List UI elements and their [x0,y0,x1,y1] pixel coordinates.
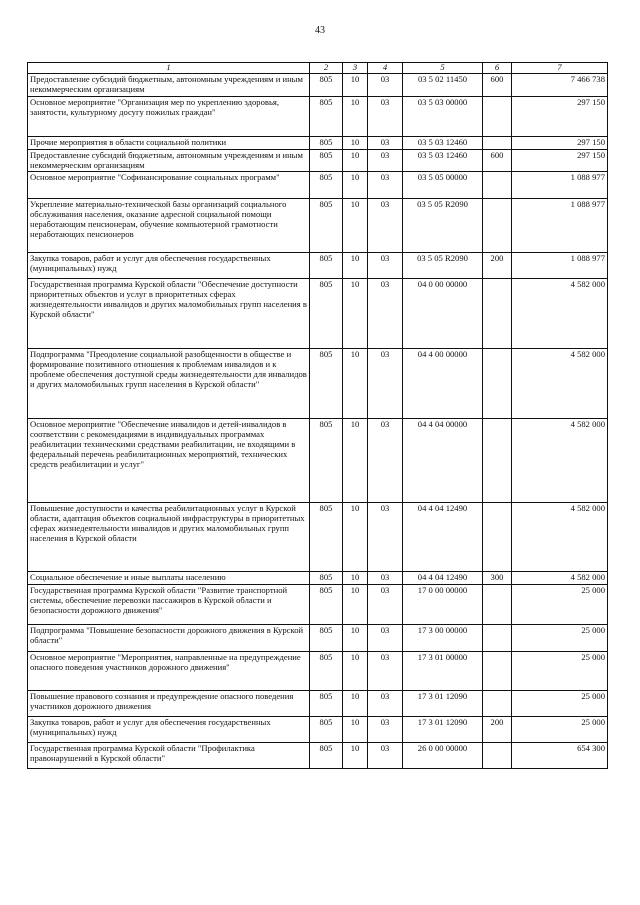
row-col3-cell: 10 [343,199,368,253]
row-col4-cell: 03 [368,572,403,585]
row-col5-cell: 04 4 04 12490 [403,572,483,585]
row-col3-cell: 10 [343,349,368,419]
row-col3-cell: 10 [343,691,368,717]
row-col5-cell: 04 4 00 00000 [403,349,483,419]
row-col3-cell: 10 [343,743,368,769]
table-row [28,349,608,419]
row-col7-cell: 1 088 977 [512,199,608,253]
column-number-row [28,63,608,74]
table-row [28,199,608,253]
row-name-cell: Предоставление субсидий бюджетным, автономным учреждениям и иным некоммерческим организациям [28,73,310,96]
row-name-cell: Закупка товаров, работ и услуг для обеспечения государственных (муниципальных) нужд [28,717,310,743]
column-header-3: 3 [343,63,368,74]
row-col4-cell: 03 [368,73,403,96]
table-row [28,149,608,172]
row-col6-cell [483,279,512,349]
row-col5-cell: 03 5 05 00000 [403,172,483,199]
table-row [28,503,608,572]
row-col3-cell: 10 [343,717,368,743]
row-col4-cell: 03 [368,279,403,349]
row-col7-cell: 4 582 000 [512,279,608,349]
row-col3-cell: 10 [343,96,368,136]
row-col7-cell: 7 466 738 [512,73,608,96]
row-name-cell: Предоставление субсидий бюджетным, автономным учреждениям и иным некоммерческим организациям [28,149,310,172]
table-row [28,717,608,743]
row-name-cell: Подпрограмма "Преодоление социальной разобщенности в обществе и формирование позитивного отношения к проблемам инвалидов и к проблеме обеспечения доступной среды жизнедеятельности для инвалидов и других маломобильных групп населения в Курской области" [28,349,310,419]
row-col2-cell: 805 [310,73,343,96]
row-name-cell: Социальное обеспечение и иные выплаты населению [28,572,310,585]
row-col7-cell: 25 000 [512,652,608,691]
row-col3-cell: 10 [343,279,368,349]
row-col4-cell: 03 [368,503,403,572]
row-col3-cell: 10 [343,572,368,585]
table-row [28,625,608,652]
row-name-cell: Прочие мероприятия в области социальной политики [28,136,310,149]
table-row [28,572,608,585]
row-col3-cell: 10 [343,503,368,572]
row-col6-cell: 600 [483,73,512,96]
row-col2-cell: 805 [310,625,343,652]
row-col2-cell: 805 [310,743,343,769]
row-col5-cell: 03 5 03 12460 [403,149,483,172]
row-col7-cell: 1 088 977 [512,172,608,199]
row-col6-cell [483,136,512,149]
row-col2-cell: 805 [310,149,343,172]
row-col7-cell: 25 000 [512,625,608,652]
row-col6-cell [483,625,512,652]
row-col2-cell: 805 [310,503,343,572]
row-col2-cell: 805 [310,253,343,279]
table-row [28,279,608,349]
row-col4-cell: 03 [368,717,403,743]
row-col6-cell: 600 [483,149,512,172]
row-col5-cell: 17 3 01 12090 [403,691,483,717]
row-col6-cell [483,691,512,717]
row-name-cell: Государственная программа Курской области "Развитие транспортной системы, обеспечение перевозки пассажиров в Курской области и безопасности дорожного движения" [28,585,310,625]
row-col2-cell: 805 [310,572,343,585]
row-col4-cell: 03 [368,172,403,199]
row-name-cell: Повышение правового сознания и предупреждение опасного поведения участников дорожного движения [28,691,310,717]
row-col2-cell: 805 [310,349,343,419]
row-col2-cell: 805 [310,691,343,717]
row-col5-cell: 04 4 04 12490 [403,503,483,572]
row-name-cell: Основное мероприятие "Обеспечение инвалидов и детей-инвалидов в соответствии с рекомендациями в индивидуальных программах реабилитации техническими средствами реабилитации, не входящими в федеральный перечень реабилитационных мероприятий, технических средств реабилитации и услуг" [28,419,310,503]
row-col7-cell: 25 000 [512,691,608,717]
row-col5-cell: 17 0 00 00000 [403,585,483,625]
row-col2-cell: 805 [310,717,343,743]
row-col6-cell [483,349,512,419]
table-row [28,691,608,717]
row-name-cell: Укрепление материально-технической базы организаций социального обслуживания населения, оказание адресной социальной помощи неработающим пенсионерам, обучение компьютерной грамотности неработающих пенсионеров [28,199,310,253]
row-name-cell: Закупка товаров, работ и услуг для обеспечения государственных (муниципальных) нужд [28,253,310,279]
row-col4-cell: 03 [368,585,403,625]
row-col5-cell: 03 5 03 00000 [403,96,483,136]
row-col2-cell: 805 [310,96,343,136]
row-col7-cell: 297 150 [512,136,608,149]
row-col6-cell [483,172,512,199]
row-col7-cell: 4 582 000 [512,572,608,585]
row-col2-cell: 805 [310,419,343,503]
row-col6-cell [483,652,512,691]
row-col6-cell [483,743,512,769]
row-col7-cell: 4 582 000 [512,503,608,572]
row-col5-cell: 04 0 00 00000 [403,279,483,349]
row-col4-cell: 03 [368,349,403,419]
table-row [28,652,608,691]
table-row [28,585,608,625]
row-col4-cell: 03 [368,253,403,279]
table-row [28,172,608,199]
row-col3-cell: 10 [343,73,368,96]
row-name-cell: Основное мероприятие "Мероприятия, направленные на предупреждение опасного поведения участников дорожного движения" [28,652,310,691]
row-col2-cell: 805 [310,279,343,349]
row-col6-cell: 200 [483,717,512,743]
row-col6-cell: 200 [483,253,512,279]
row-col4-cell: 03 [368,691,403,717]
row-col7-cell: 25 000 [512,585,608,625]
column-header-5: 5 [403,63,483,74]
table-row [28,743,608,769]
row-name-cell: Основное мероприятие "Софинансирование социальных программ" [28,172,310,199]
row-col3-cell: 10 [343,419,368,503]
table-row [28,73,608,96]
table-row [28,253,608,279]
row-col3-cell: 10 [343,625,368,652]
row-col3-cell: 10 [343,136,368,149]
row-col4-cell: 03 [368,743,403,769]
row-name-cell: Государственная программа Курской области "Профилактика правонарушений в Курской области" [28,743,310,769]
row-col2-cell: 805 [310,172,343,199]
row-col4-cell: 03 [368,136,403,149]
row-col7-cell: 654 300 [512,743,608,769]
row-col7-cell: 1 088 977 [512,253,608,279]
row-name-cell: Подпрограмма "Повышение безопасности дорожного движения в Курской области" [28,625,310,652]
column-header-2: 2 [310,63,343,74]
table-row [28,419,608,503]
row-col3-cell: 10 [343,149,368,172]
row-name-cell: Повышение доступности и качества реабилитационных услуг в Курской области, адаптация объектов социальной инфраструктуры в приоритетных сферах жизнедеятельности инвалидов и других маломобильных групп населения в Курской области [28,503,310,572]
row-name-cell: Основное мероприятие "Организация мер по укреплению здоровья, занятости, культурному досугу пожилых граждан" [28,96,310,136]
row-col6-cell [483,199,512,253]
row-col5-cell: 17 3 01 00000 [403,652,483,691]
table-row [28,96,608,136]
row-col4-cell: 03 [368,96,403,136]
row-col4-cell: 03 [368,419,403,503]
row-col6-cell [483,503,512,572]
row-col7-cell: 4 582 000 [512,349,608,419]
row-col5-cell: 03 5 05 R2090 [403,199,483,253]
budget-table [27,62,608,769]
row-col3-cell: 10 [343,652,368,691]
row-col2-cell: 805 [310,585,343,625]
row-col5-cell: 03 5 03 12460 [403,136,483,149]
row-col6-cell [483,585,512,625]
row-col7-cell: 4 582 000 [512,419,608,503]
column-header-7: 7 [512,63,608,74]
row-col5-cell: 17 3 00 00000 [403,625,483,652]
column-header-1: 1 [28,63,310,74]
row-name-cell: Государственная программа Курской области "Обеспечение доступности приоритетных объектов и услуг в приоритетных сферах жизнедеятельности инвалидов и других маломобильных групп населения в Курской области" [28,279,310,349]
page-number: 43 [315,25,325,36]
row-col4-cell: 03 [368,149,403,172]
row-col3-cell: 10 [343,253,368,279]
column-header-6: 6 [483,63,512,74]
row-col4-cell: 03 [368,199,403,253]
column-header-4: 4 [368,63,403,74]
row-col7-cell: 25 000 [512,717,608,743]
row-col6-cell [483,96,512,136]
table-body [28,73,608,769]
row-col2-cell: 805 [310,136,343,149]
row-col2-cell: 805 [310,652,343,691]
row-col5-cell: 03 5 05 R2090 [403,253,483,279]
row-col4-cell: 03 [368,652,403,691]
row-col7-cell: 297 150 [512,149,608,172]
row-col7-cell: 297 150 [512,96,608,136]
table-header [28,63,608,74]
row-col5-cell: 04 4 04 00000 [403,419,483,503]
row-col2-cell: 805 [310,199,343,253]
row-col5-cell: 03 5 02 11450 [403,73,483,96]
row-col4-cell: 03 [368,625,403,652]
row-col5-cell: 17 3 01 12090 [403,717,483,743]
row-col5-cell: 26 0 00 00000 [403,743,483,769]
table-row [28,136,608,149]
row-col6-cell [483,419,512,503]
row-col6-cell: 300 [483,572,512,585]
row-col3-cell: 10 [343,585,368,625]
row-col3-cell: 10 [343,172,368,199]
